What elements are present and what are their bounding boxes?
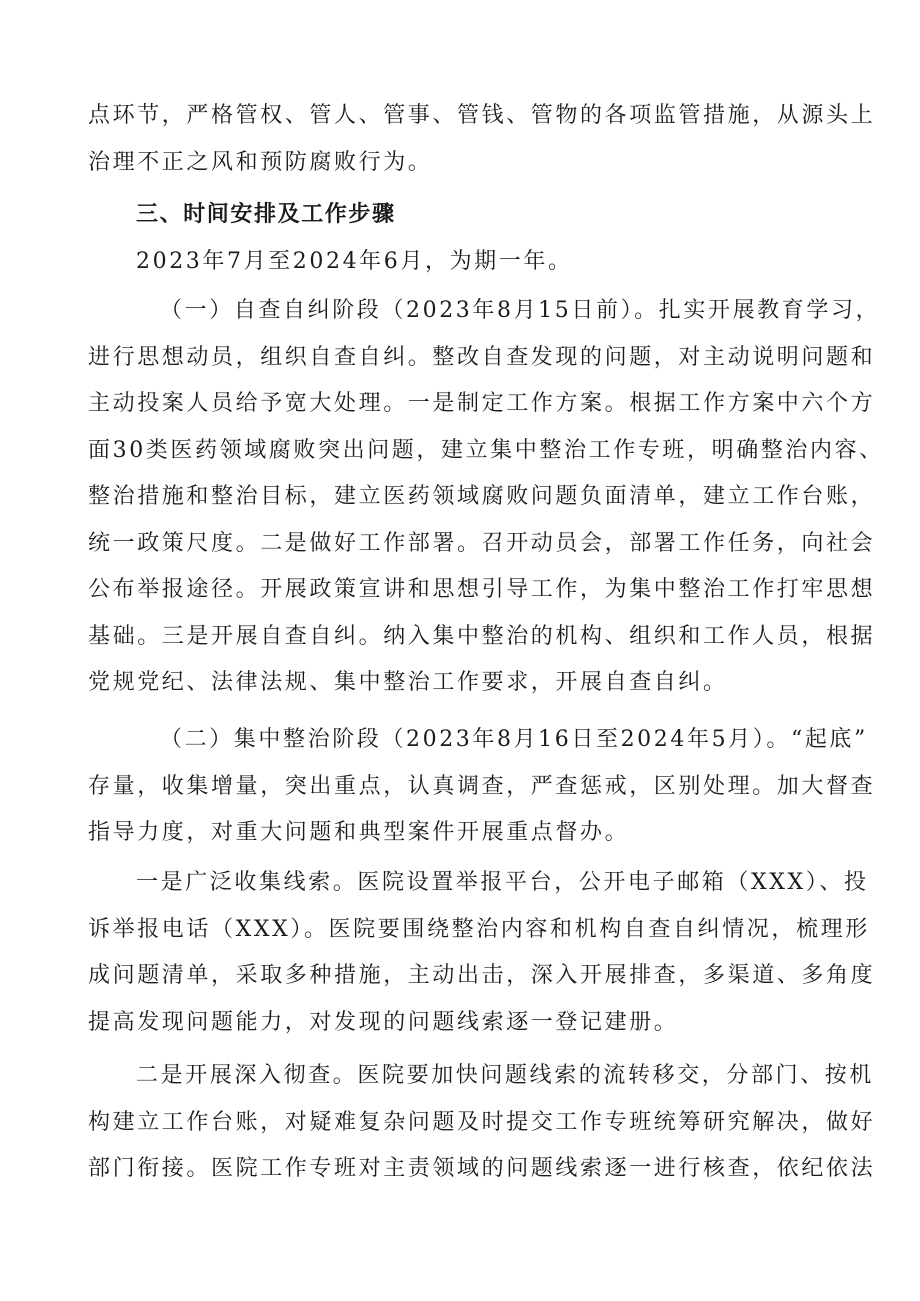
text-line: 部门衔接。医院工作专班对主责领域的问题线索逐一进行核查，依纪依法 xyxy=(88,1156,876,1181)
paragraph-collect-clues xyxy=(88,860,876,1046)
text-line: 构建立工作台账，对疑难复杂问题及时提交工作专班统筹研究解决，做好 xyxy=(88,1109,876,1135)
paragraph-period xyxy=(136,239,896,286)
text-line: 基础。三是开展自查自纠。纳入集中整治的机构、组织和工作人员，根据 xyxy=(88,623,876,649)
text-line: 二是开展深入彻查。医院要加快问题线索的流转移交，分部门、按机 xyxy=(136,1063,875,1088)
text-line: 提高发现问题能力，对发现的问题线索逐一登记建册。 xyxy=(88,1009,679,1035)
text-line: 统一政策尺度。二是做好工作部署。召开动员会，部署工作任务，向社会 xyxy=(88,530,876,556)
text-line: 指导力度，对重大问题和典型案件开展重点督办。 xyxy=(88,820,630,845)
text-line: 面30类医药领域腐败突出问题，建立集中整治工作专班，明确整治内容、 xyxy=(88,437,884,463)
paragraph-centralized-rectification xyxy=(88,717,876,857)
text-line: 进行思想动员，组织自查自纠。整改自查发现的问题，对主动说明问题和 xyxy=(88,344,876,370)
section-heading xyxy=(136,192,896,239)
text-line: 党规党纪、法律法规、集中整治工作要求，开展自查自纠。 xyxy=(88,670,728,695)
text-line: 成问题清单，采取多种措施，主动出击，深入开展排查，多渠道、多角度 xyxy=(88,963,876,988)
text-line: （二）集中整治阶段（2023年8月16日至2024年5月）。“起底” xyxy=(160,727,868,752)
paragraph-self-inspection xyxy=(88,288,884,707)
text-line: （一）自查自纠阶段（2023年8月15日前）。扎实开展教育学习， xyxy=(160,298,881,323)
text-line: 存量，收集增量，突出重点，认真调查，严查惩戒，区别处理。加大督查 xyxy=(88,773,876,799)
paragraph-continuation xyxy=(88,93,876,186)
text-line: 治理不正之风和预防腐败行为。 xyxy=(88,149,433,175)
text-line: 点环节，严格管权、管人、管事、管钱、管物的各项监管措施，从源头上 xyxy=(88,103,876,128)
text-line: 2023年7月至2024年6月，为期一年。 xyxy=(136,249,573,274)
paragraph-thorough-investigation xyxy=(88,1053,876,1193)
text-line: 诉举报电话（XXX）。医院要围绕整治内容和机构自查自纠情况，梳理形 xyxy=(88,916,870,942)
heading-text: 三、时间安排及工作步骤 xyxy=(136,202,396,227)
text-line: 主动投案人员给予宽大处理。一是制定工作方案。根据工作方案中六个方 xyxy=(88,391,876,416)
text-line: 一是广泛收集线索。医院设置举报平台，公开电子邮箱（XXX）、投 xyxy=(136,870,869,895)
text-line: 公布举报途径。开展政策宣讲和思想引导工作，为集中整治工作打牢思想 xyxy=(88,577,876,602)
text-line: 整治措施和整治目标，建立医药领域腐败问题负面清单，建立工作台账， xyxy=(88,484,876,509)
